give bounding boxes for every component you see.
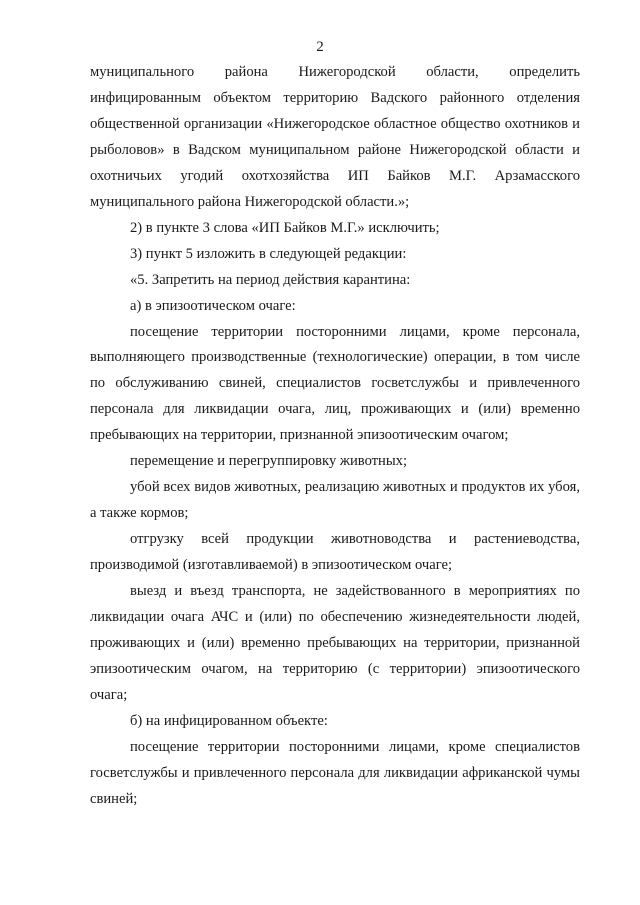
document-body	[90, 60, 580, 813]
paragraph-subclause-b: б) на инфицированном объекте:	[130, 712, 328, 729]
page-number: 2	[316, 39, 324, 55]
paragraph-clause-5: «5. Запретить на период действия карантина:	[130, 271, 411, 288]
paragraph-subclause-a: а) в эпизоотическом очаге:	[130, 297, 296, 314]
paragraph-slaughter-ban: убой всех видов животных, реализацию животных и продуктов их убоя, а также кормов;	[90, 479, 580, 522]
paragraph-item-3: 3) пункт 5 изложить в следующей редакции:	[130, 245, 407, 262]
paragraph-item-2: 2) в пункте 3 слова «ИП Байков М.Г.» исключить;	[130, 219, 440, 236]
paragraph-visit-ban: посещение территории посторонними лицами, кроме персонала, выполняющего производственные (технологические) операции, в том числе по обслуживанию свиней, специалистов госветслужбы и привлеченного персонала для ликвидации очага, лиц, проживающих и (или) временно пребывающих на территории, признанной эпизоотическим очагом;	[90, 323, 580, 444]
paragraph-movement-ban: перемещение и перегруппировку животных;	[130, 453, 408, 470]
paragraph-transport-ban: выезд и въезд транспорта, не задействованного в мероприятиях по ликвидации очага АЧС и (или) по обеспечению жизнедеятельности людей, проживающих и (или) временно пребывающих на территории, признанной эпизоотическим очагом, на территорию (с территории) эпизоотического очага;	[90, 583, 580, 703]
paragraph-continuation: муниципального района Нижегородской области, определить инфицированным объектом территорию Вадского районного отделения общественной организации «Нижегородское областное общество охотников и рыболовов» в Вадском муниципальном районе Нижегородской области и охотничьих угодий охотхозяйства ИП Байков М.Г. Арзамасского муниципального района Нижегородской области.»;	[90, 64, 580, 210]
paragraph-object-visit-ban: посещение территории посторонними лицами, кроме специалистов госветслужбы и привлеченного персонала для ликвидации африканской чумы свиней;	[90, 738, 580, 807]
paragraph-shipment-ban: отгрузку всей продукции животноводства и растениеводства, производимой (изготавливаемой) в эпизоотическом очаге;	[90, 531, 580, 574]
